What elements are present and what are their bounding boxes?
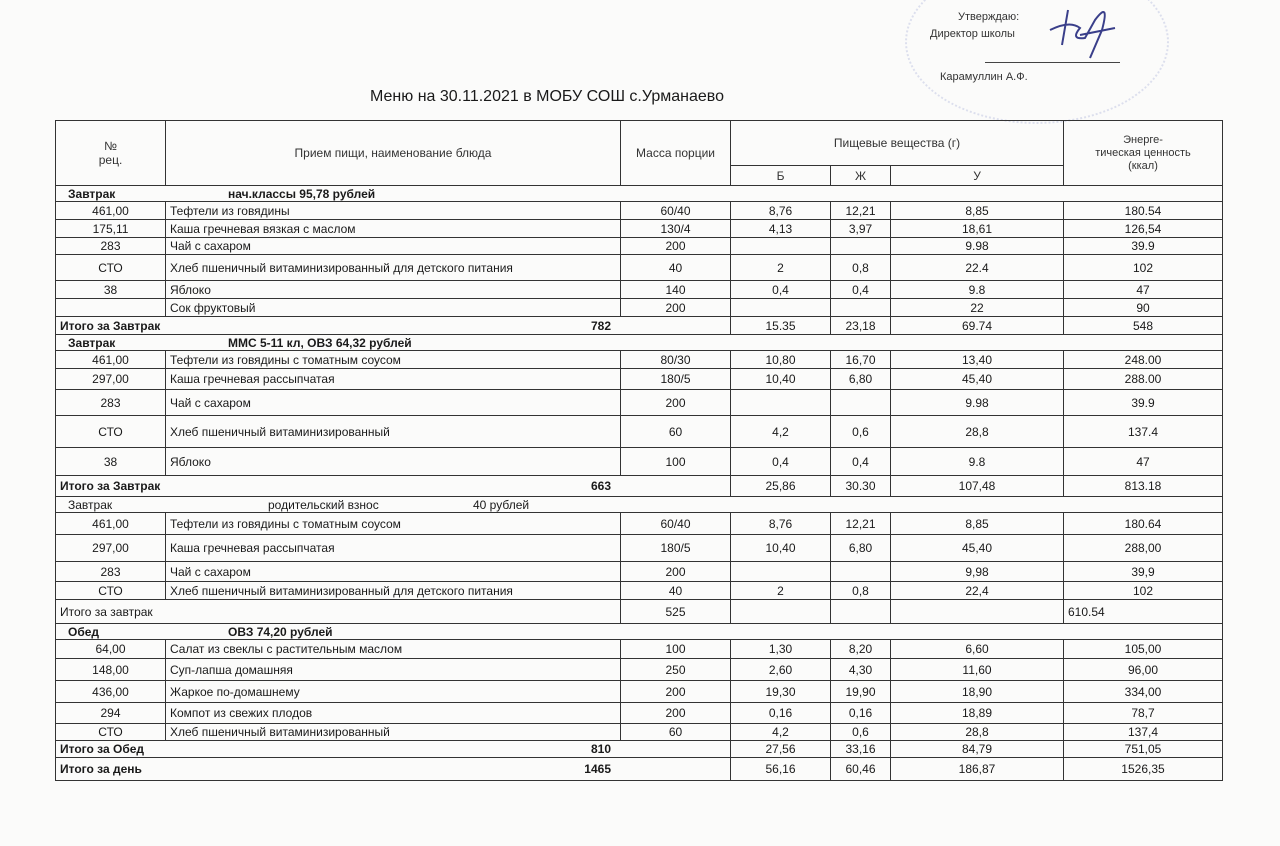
energy-total: 610.54	[1064, 600, 1223, 624]
fat: 0,6	[831, 416, 891, 448]
protein-total: 27,56	[731, 741, 831, 758]
energy: 96,00	[1064, 659, 1223, 681]
header-protein: Б	[731, 166, 831, 186]
carbs: 8,85	[891, 202, 1064, 220]
table-row	[56, 369, 1223, 390]
table-row	[56, 416, 1223, 448]
recipe-number: 294	[56, 703, 166, 724]
energy: 39,9	[1064, 562, 1223, 582]
protein: 0,16	[731, 703, 831, 724]
carbs: 45,40	[891, 535, 1064, 562]
dish-name: Хлеб пшеничный витаминизированный	[166, 724, 621, 741]
carbs: 9,98	[891, 562, 1064, 582]
dish-name: Чай с сахаром	[166, 390, 621, 416]
energy: 90	[1064, 299, 1223, 317]
recipe-number: СТО	[56, 582, 166, 600]
total-label	[56, 741, 731, 758]
portion-mass: 200	[621, 562, 731, 582]
protein: 2	[731, 582, 831, 600]
fat: 0,8	[831, 582, 891, 600]
total-label	[56, 758, 731, 781]
approval-label: Утверждаю:	[958, 11, 1020, 23]
protein: 8,76	[731, 513, 831, 535]
portion-mass: 60	[621, 724, 731, 741]
dish-name: Каша гречневая рассыпчатая	[166, 369, 621, 390]
protein	[731, 390, 831, 416]
portion-mass: 180/5	[621, 369, 731, 390]
protein: 1,30	[731, 640, 831, 659]
carbs-total: 84,79	[891, 741, 1064, 758]
carbs: 18,90	[891, 681, 1064, 703]
recipe-number: 175,11	[56, 220, 166, 238]
portion-mass: 60/40	[621, 202, 731, 220]
carbs-total: 107,48	[891, 476, 1064, 497]
table-row	[56, 724, 1223, 741]
section-header	[56, 186, 1223, 202]
protein	[731, 299, 831, 317]
carbs: 13,40	[891, 351, 1064, 369]
fat: 0,4	[831, 281, 891, 299]
fat-total: 23,18	[831, 317, 891, 335]
fat: 0,16	[831, 703, 891, 724]
carbs: 22,4	[891, 582, 1064, 600]
fat-total	[831, 600, 891, 624]
energy: 102	[1064, 582, 1223, 600]
protein: 4,2	[731, 724, 831, 741]
protein: 4,13	[731, 220, 831, 238]
section-description: ММС 5-11 кл, ОВЗ 64,32 рублей	[228, 335, 412, 350]
energy-total: 1526,35	[1064, 758, 1223, 781]
energy: 105,00	[1064, 640, 1223, 659]
protein: 19,30	[731, 681, 831, 703]
portion-mass: 60/40	[621, 513, 731, 535]
recipe-number: 283	[56, 390, 166, 416]
carbs-total	[891, 600, 1064, 624]
dish-name: Тефтели из говядины	[166, 202, 621, 220]
protein: 10,80	[731, 351, 831, 369]
energy: 180.54	[1064, 202, 1223, 220]
dish-name: Салат из свеклы с растительным маслом	[166, 640, 621, 659]
dish-name: Чай с сахаром	[166, 562, 621, 582]
section-row	[56, 624, 1223, 640]
signature-line	[985, 62, 1120, 63]
header-name: Прием пищи, наименование блюда	[166, 121, 621, 186]
total-row	[56, 741, 1223, 758]
fat: 0,6	[831, 724, 891, 741]
fat-total: 30.30	[831, 476, 891, 497]
dish-name: Суп-лапша домашняя	[166, 659, 621, 681]
table-row	[56, 220, 1223, 238]
total-label-text: Итого за Обед	[60, 742, 145, 756]
dish-name: Жаркое по-домашнему	[166, 681, 621, 703]
total-mass: 525	[621, 600, 731, 624]
table-row	[56, 448, 1223, 476]
portion-mass: 200	[621, 238, 731, 255]
protein-total: 15.35	[731, 317, 831, 335]
energy: 47	[1064, 281, 1223, 299]
section-header	[56, 624, 1223, 640]
header-mass: Масса порции	[621, 121, 731, 186]
recipe-number: 461,00	[56, 351, 166, 369]
dish-name: Тефтели из говядины с томатным соусом	[166, 351, 621, 369]
carbs: 22	[891, 299, 1064, 317]
protein: 4,2	[731, 416, 831, 448]
total-label	[56, 476, 731, 497]
energy: 102	[1064, 255, 1223, 281]
dish-name: Сок фруктовый	[166, 299, 621, 317]
recipe-number: 283	[56, 562, 166, 582]
energy: 78,7	[1064, 703, 1223, 724]
protein: 2,60	[731, 659, 831, 681]
table-row	[56, 238, 1223, 255]
carbs: 11,60	[891, 659, 1064, 681]
recipe-number	[56, 299, 166, 317]
carbs: 9.98	[891, 238, 1064, 255]
table-row	[56, 535, 1223, 562]
energy-total: 813.18	[1064, 476, 1223, 497]
section-row	[56, 186, 1223, 202]
section-header	[56, 335, 1223, 351]
energy: 137.4	[1064, 416, 1223, 448]
section-meal: Обед	[68, 624, 100, 639]
protein: 0,4	[731, 281, 831, 299]
page-title: Меню на 30.11.2021 в МОБУ СОШ с.Урманаево	[370, 88, 724, 105]
portion-mass: 80/30	[621, 351, 731, 369]
section-meal: Завтрак	[68, 335, 116, 350]
protein-total	[731, 600, 831, 624]
dish-name: Каша гречневая рассыпчатая	[166, 535, 621, 562]
protein: 2	[731, 255, 831, 281]
portion-mass: 130/4	[621, 220, 731, 238]
portion-mass: 100	[621, 640, 731, 659]
fat: 6,80	[831, 369, 891, 390]
energy-total: 751,05	[1064, 741, 1223, 758]
fat: 8,20	[831, 640, 891, 659]
table-row	[56, 299, 1223, 317]
table-row	[56, 703, 1223, 724]
portion-mass: 200	[621, 681, 731, 703]
fat-total: 60,46	[831, 758, 891, 781]
dish-name: Яблоко	[166, 448, 621, 476]
carbs: 18,61	[891, 220, 1064, 238]
carbs: 9.8	[891, 281, 1064, 299]
portion-mass: 140	[621, 281, 731, 299]
header-fat: Ж	[831, 166, 891, 186]
portion-mass: 180/5	[621, 535, 731, 562]
section-description: родительский взнос	[268, 497, 379, 512]
recipe-number: 461,00	[56, 202, 166, 220]
section-meal: Завтрак	[68, 497, 113, 512]
fat: 12,21	[831, 202, 891, 220]
total-row	[56, 476, 1223, 497]
table-row	[56, 513, 1223, 535]
protein: 0,4	[731, 448, 831, 476]
portion-mass: 40	[621, 582, 731, 600]
recipe-number: СТО	[56, 416, 166, 448]
total-mass: 810	[590, 742, 611, 756]
recipe-number: 461,00	[56, 513, 166, 535]
total-label	[56, 317, 731, 335]
total-mass: 1465	[584, 762, 611, 776]
portion-mass: 200	[621, 390, 731, 416]
portion-mass: 60	[621, 416, 731, 448]
section-description: ОВЗ 74,20 рублей	[228, 624, 333, 639]
dish-name: Тефтели из говядины с томатным соусом	[166, 513, 621, 535]
protein-total: 56,16	[731, 758, 831, 781]
total-mass: 782	[590, 318, 611, 333]
table-row	[56, 562, 1223, 582]
protein	[731, 238, 831, 255]
fat	[831, 562, 891, 582]
protein: 10,40	[731, 535, 831, 562]
carbs: 28,8	[891, 416, 1064, 448]
table-row	[56, 202, 1223, 220]
dish-name: Яблоко	[166, 281, 621, 299]
header-energy: Энерге- тическая ценность (ккал)	[1064, 121, 1223, 186]
table-row	[56, 582, 1223, 600]
dish-name: Каша гречневая вязкая с маслом	[166, 220, 621, 238]
section-row	[56, 497, 1223, 513]
portion-mass: 250	[621, 659, 731, 681]
total-label-text: Итого за Завтрак	[60, 479, 161, 493]
recipe-number: 64,00	[56, 640, 166, 659]
table-row	[56, 255, 1223, 281]
carbs: 6,60	[891, 640, 1064, 659]
carbs: 9.8	[891, 448, 1064, 476]
fat: 16,70	[831, 351, 891, 369]
section-meal: Завтрак	[68, 186, 116, 201]
total-row	[56, 317, 1223, 335]
carbs-total: 69.74	[891, 317, 1064, 335]
energy: 47	[1064, 448, 1223, 476]
fat: 12,21	[831, 513, 891, 535]
fat	[831, 299, 891, 317]
energy: 137,4	[1064, 724, 1223, 741]
fat: 0,4	[831, 448, 891, 476]
fat	[831, 238, 891, 255]
recipe-number: 436,00	[56, 681, 166, 703]
dish-name: Компот из свежих плодов	[166, 703, 621, 724]
fat	[831, 390, 891, 416]
protein-total: 25,86	[731, 476, 831, 497]
table-row	[56, 390, 1223, 416]
table-row	[56, 281, 1223, 299]
portion-mass: 200	[621, 299, 731, 317]
energy: 334,00	[1064, 681, 1223, 703]
signature	[1040, 0, 1120, 60]
protein: 10,40	[731, 369, 831, 390]
fat-total: 33,16	[831, 741, 891, 758]
total-label-text: Итого за день	[60, 762, 142, 776]
table-row	[56, 659, 1223, 681]
total-label-text: Итого за Завтрак	[60, 318, 161, 333]
dish-name: Хлеб пшеничный витаминизированный для детского питания	[166, 255, 621, 281]
carbs: 18,89	[891, 703, 1064, 724]
header-nutrients: Пищевые вещества (г)	[731, 121, 1064, 166]
recipe-number: 283	[56, 238, 166, 255]
energy: 126,54	[1064, 220, 1223, 238]
section-header	[56, 497, 1223, 513]
recipe-number: 148,00	[56, 659, 166, 681]
table-row	[56, 640, 1223, 659]
protein	[731, 562, 831, 582]
fat: 3,97	[831, 220, 891, 238]
protein: 8,76	[731, 202, 831, 220]
approval-position: Директор школы	[930, 28, 1015, 40]
recipe-number: 38	[56, 448, 166, 476]
energy: 39.9	[1064, 390, 1223, 416]
recipe-number: 38	[56, 281, 166, 299]
table-row	[56, 351, 1223, 369]
energy-total: 548	[1064, 317, 1223, 335]
header-rec: № рец.	[56, 121, 166, 186]
approval-director-name: Карамуллин А.Ф.	[940, 71, 1028, 83]
portion-mass: 40	[621, 255, 731, 281]
fat: 6,80	[831, 535, 891, 562]
carbs: 8,85	[891, 513, 1064, 535]
carbs: 28,8	[891, 724, 1064, 741]
carbs-total: 186,87	[891, 758, 1064, 781]
energy: 288.00	[1064, 369, 1223, 390]
energy: 180.64	[1064, 513, 1223, 535]
recipe-number: 297,00	[56, 369, 166, 390]
portion-mass: 200	[621, 703, 731, 724]
fat: 4,30	[831, 659, 891, 681]
total-row	[56, 758, 1223, 781]
table-row	[56, 681, 1223, 703]
dish-name: Хлеб пшеничный витаминизированный	[166, 416, 621, 448]
dish-name: Чай с сахаром	[166, 238, 621, 255]
energy: 248.00	[1064, 351, 1223, 369]
recipe-number: СТО	[56, 255, 166, 281]
portion-mass: 100	[621, 448, 731, 476]
energy: 288,00	[1064, 535, 1223, 562]
carbs: 9.98	[891, 390, 1064, 416]
recipe-number: СТО	[56, 724, 166, 741]
carbs: 22.4	[891, 255, 1064, 281]
energy: 39.9	[1064, 238, 1223, 255]
dish-name: Хлеб пшеничный витаминизированный для детского питания	[166, 582, 621, 600]
header-carbs: У	[891, 166, 1064, 186]
section-price: 40 рублей	[473, 497, 530, 512]
fat: 0,8	[831, 255, 891, 281]
section-row	[56, 335, 1223, 351]
total-mass: 663	[590, 479, 611, 493]
total-row	[56, 600, 1223, 624]
menu-table	[55, 120, 1223, 781]
section-description: нач.классы 95,78 рублей	[228, 186, 376, 201]
total-label: Итого за завтрак	[56, 600, 621, 624]
recipe-number: 297,00	[56, 535, 166, 562]
carbs: 45,40	[891, 369, 1064, 390]
fat: 19,90	[831, 681, 891, 703]
